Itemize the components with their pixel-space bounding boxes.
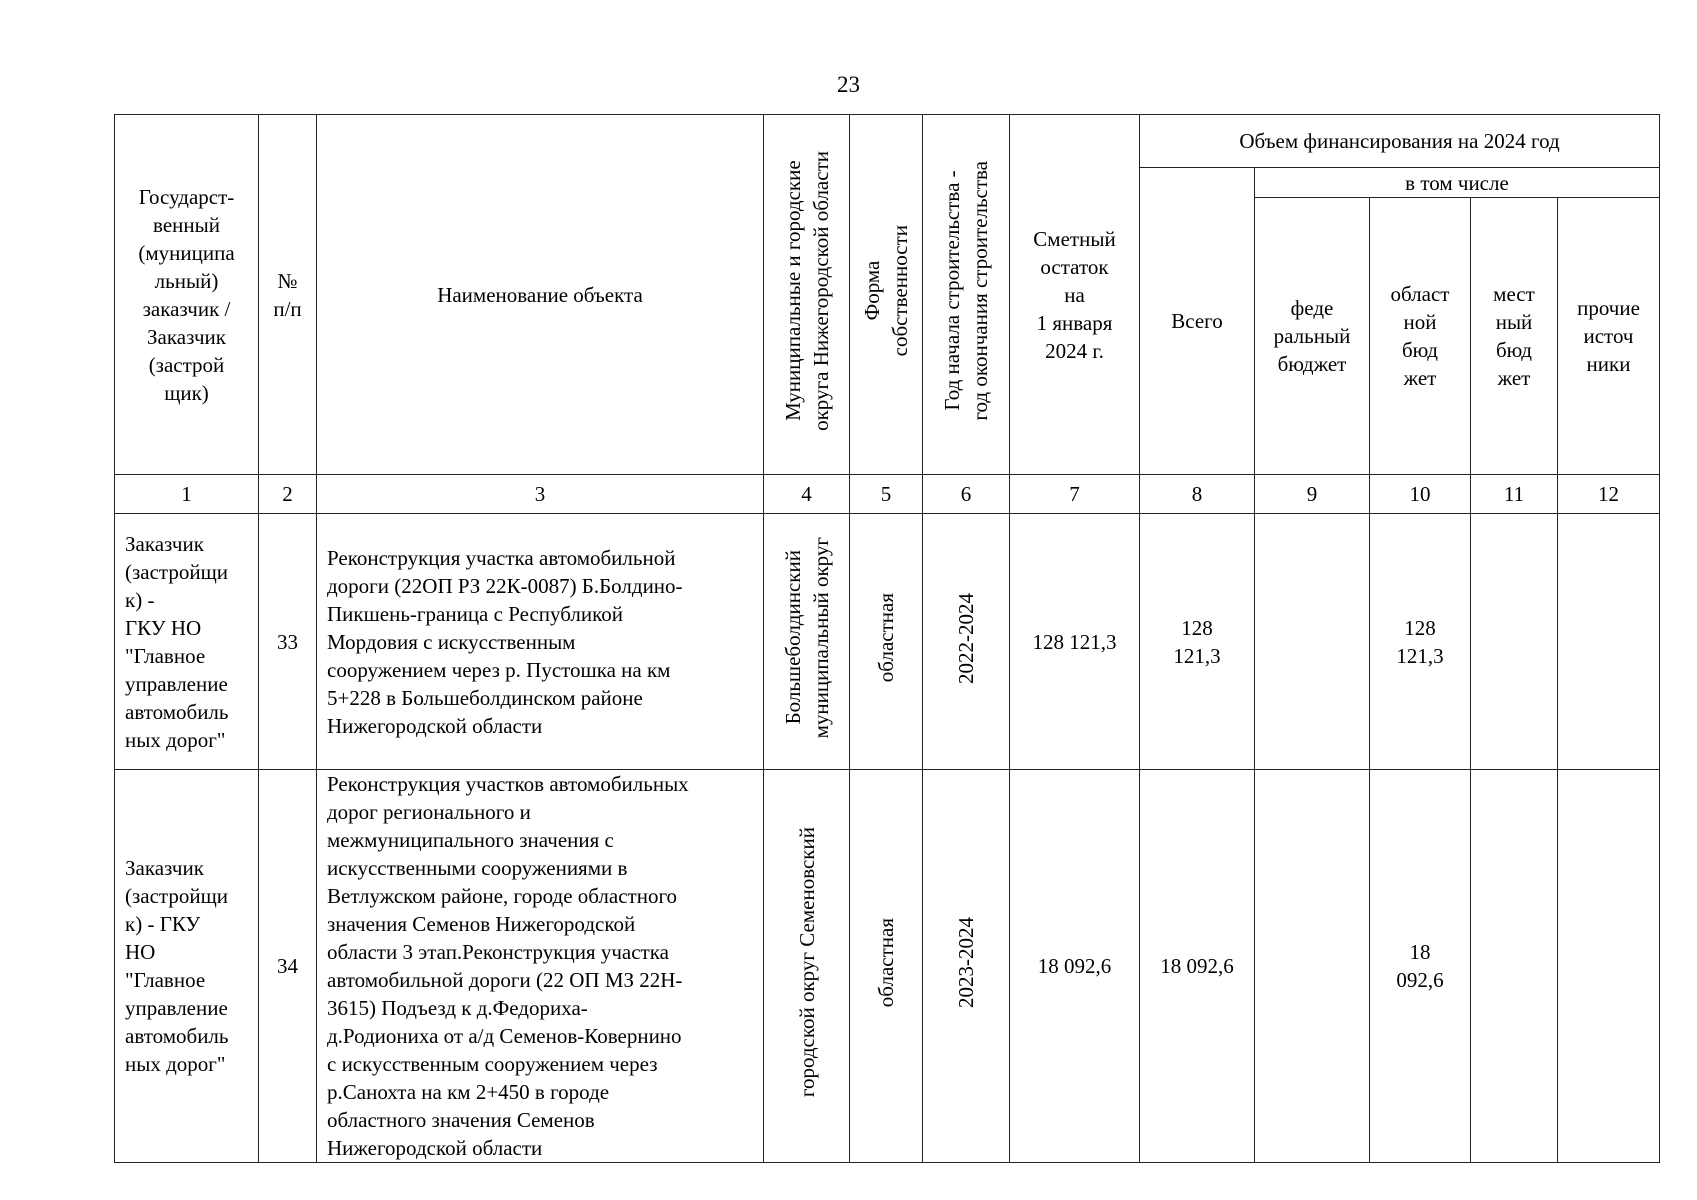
page-number: 23 [837,72,860,97]
column-number: 4 [764,475,850,514]
row-years: 2023-2024 [954,917,978,1008]
row-object-name: Реконструкция участков автомобильных дорог регионального и межмуниципального значения с искусственными сооружениями в Ветлужском районе, городе областного значения Семенов Нижегородской области 3 этап.Реконструкция участка автомобильной дороги (22 ОП МЗ 22Н- 3615) Подъезд к д.Федориха- д.Родиониха от а/д Семенов-Ковернино с искусственным сооружением через р.Санохта на км 2+450 в городе областного значения Семенов Нижегородской области [317,770,764,1163]
row-object-name: Реконструкция участка автомобильной дороги (22ОП РЗ 22К-0087) Б.Болдино- Пикшень-граница с Республикой Мордовия с искусственным сооружением через р. Пустошка на км 5+228 в Большеболдинском районе Нижегородской области [317,514,764,770]
column-number: 3 [317,475,764,514]
row-estimated-balance: 18 092,6 [1010,770,1140,1163]
header-number: № п/п [259,115,317,475]
financing-table [114,114,1660,1163]
column-number: 6 [923,475,1010,514]
row-other [1558,514,1660,770]
header-including: в том числе [1255,168,1660,198]
row-local [1471,514,1558,770]
row-ownership: областная [874,593,898,683]
table-row [115,770,1660,1163]
header-years: Год начала строительства - год окончания строительства [940,161,992,421]
row-district-cell [764,770,850,1163]
row-ownership-cell [850,514,923,770]
column-number: 9 [1255,475,1370,514]
row-number: 33 [259,514,317,770]
header-ownership-form-cell [850,115,923,475]
header-funding-volume: Объем финансирования на 2024 год [1140,115,1660,168]
header-object-name: Наименование объекта [317,115,764,475]
header-municipal-districts: Муниципальные и городские округа Нижегородской области [780,151,833,431]
row-estimated-balance: 128 121,3 [1010,514,1140,770]
row-total: 18 092,6 [1140,770,1255,1163]
column-number: 10 [1370,475,1471,514]
row-federal [1255,514,1370,770]
row-years-cell [923,514,1010,770]
row-local [1471,770,1558,1163]
row-federal [1255,770,1370,1163]
row-regional: 18 092,6 [1370,770,1471,1163]
row-number: 34 [259,770,317,1163]
row-total: 128 121,3 [1140,514,1255,770]
column-number: 7 [1010,475,1140,514]
table-row [115,514,1660,770]
column-number: 12 [1558,475,1660,514]
row-years-cell [923,770,1010,1163]
row-customer: Заказчик (застройщи к) - ГКУ НО "Главное управление автомобиль ных дорог" [115,514,259,770]
column-number: 11 [1471,475,1558,514]
row-district: городской округ Семеновский [794,827,819,1098]
header-total: Всего [1140,168,1255,475]
row-years: 2022-2024 [954,592,978,684]
column-number: 2 [259,475,317,514]
row-ownership-cell [850,770,923,1163]
row-district: Большеболдинский муниципальный округ [780,537,833,739]
header-estimated-balance: Сметный остаток на 1 января 2024 г. [1010,115,1140,475]
column-number: 1 [115,475,259,514]
row-district-cell [764,514,850,770]
header-municipal-districts-cell [764,115,850,475]
column-number: 5 [850,475,923,514]
header-years-cell [923,115,1010,475]
header-regional-budget: област ной бюд жет [1370,198,1471,475]
row-other [1558,770,1660,1163]
column-number: 8 [1140,475,1255,514]
row-ownership: областная [874,917,898,1008]
row-customer: Заказчик (застройщи к) - ГКУ НО "Главное управление автомобиль ных дорог" [115,770,259,1163]
header-ownership-form: Форма собственности [860,225,912,357]
row-regional: 128 121,3 [1370,514,1471,770]
header-customer: Государст- венный (муниципа льный) заказчик / Заказчик (застрой щик) [115,115,259,475]
header-federal-budget: феде ральный бюджет [1255,198,1370,475]
header-other-sources: прочие источ ники [1558,198,1660,475]
header-local-budget: мест ный бюд жет [1471,198,1558,475]
